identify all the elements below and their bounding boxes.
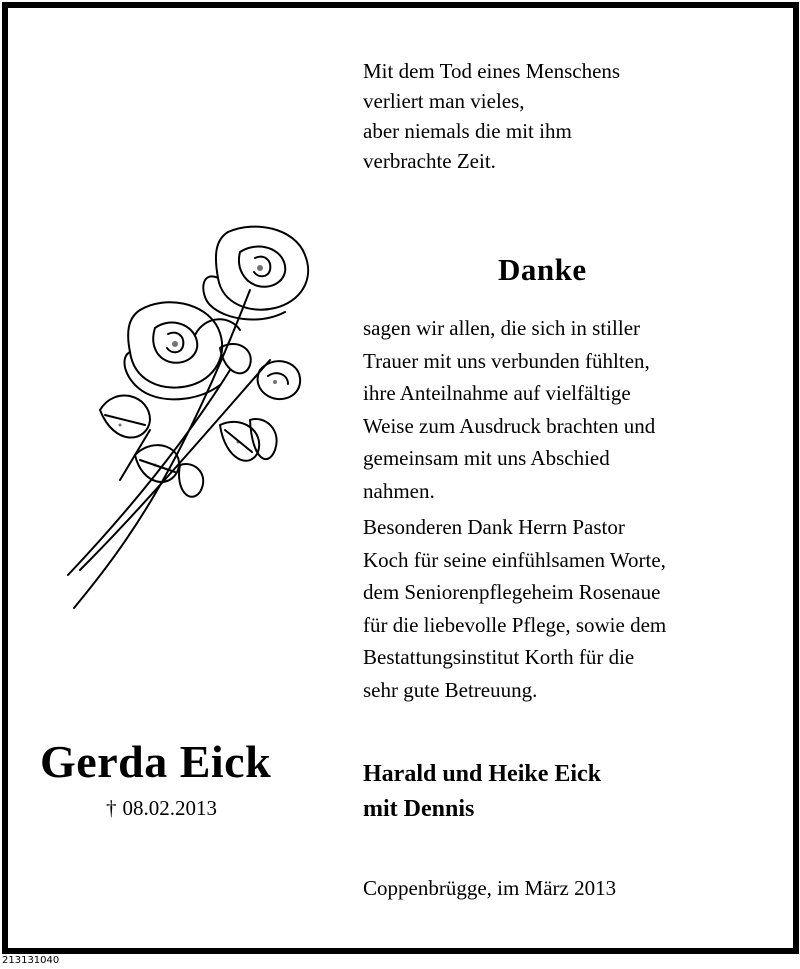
roses-illustration-icon — [60, 220, 330, 620]
thanks-line: gemeinsam mit uns Abschied — [363, 446, 610, 470]
special-thanks-line: dem Seniorenpflegeheim Rosenaue — [363, 580, 661, 604]
thanks-paragraph — [363, 312, 655, 507]
signer-line: mit Dennis — [363, 796, 475, 822]
special-thanks-line: für die liebevolle Pflege, sowie dem — [363, 612, 667, 637]
thanks-line: ihre Anteilnahme auf vielfältige — [363, 381, 631, 405]
signer-line: Harald und Heike Eick — [363, 761, 602, 787]
thanks-line: sagen wir allen, die sich in stiller — [363, 316, 641, 340]
place-date: Coppenbrügge, im März 2013 — [363, 876, 617, 900]
thanks-line: Weise zum Ausdruck brachten und — [363, 413, 656, 438]
quote-line: aber niemals die mit ihm — [363, 119, 572, 143]
cross-icon: † — [106, 796, 117, 820]
special-thanks-line: sehr gute Betreuung. — [363, 677, 538, 702]
death-date — [106, 796, 217, 821]
special-thanks-line: Bestattungsinstitut Korth für die — [363, 645, 635, 669]
special-thanks-paragraph — [363, 511, 666, 706]
deceased-name: Gerda Eick — [40, 736, 272, 787]
quote-line: verliert man vieles, — [363, 89, 525, 113]
special-thanks-line: Koch für seine einfühlsamen Worte, — [363, 547, 666, 572]
thanks-heading: Danke — [498, 252, 587, 287]
quote-line: Mit dem Tod eines Menschens — [363, 59, 621, 83]
signers — [363, 757, 601, 827]
quote-line: verbrachte Zeit. — [363, 149, 496, 173]
memorial-quote — [363, 56, 620, 176]
death-date-value: 08.02.2013 — [122, 796, 217, 820]
special-thanks-line: Besonderen Dank Herrn Pastor — [363, 515, 625, 539]
thanks-line: nahmen. — [363, 478, 435, 503]
ad-code: 213131040 — [2, 955, 60, 966]
thanks-line: Trauer mit uns verbunden fühlten, — [363, 348, 650, 373]
